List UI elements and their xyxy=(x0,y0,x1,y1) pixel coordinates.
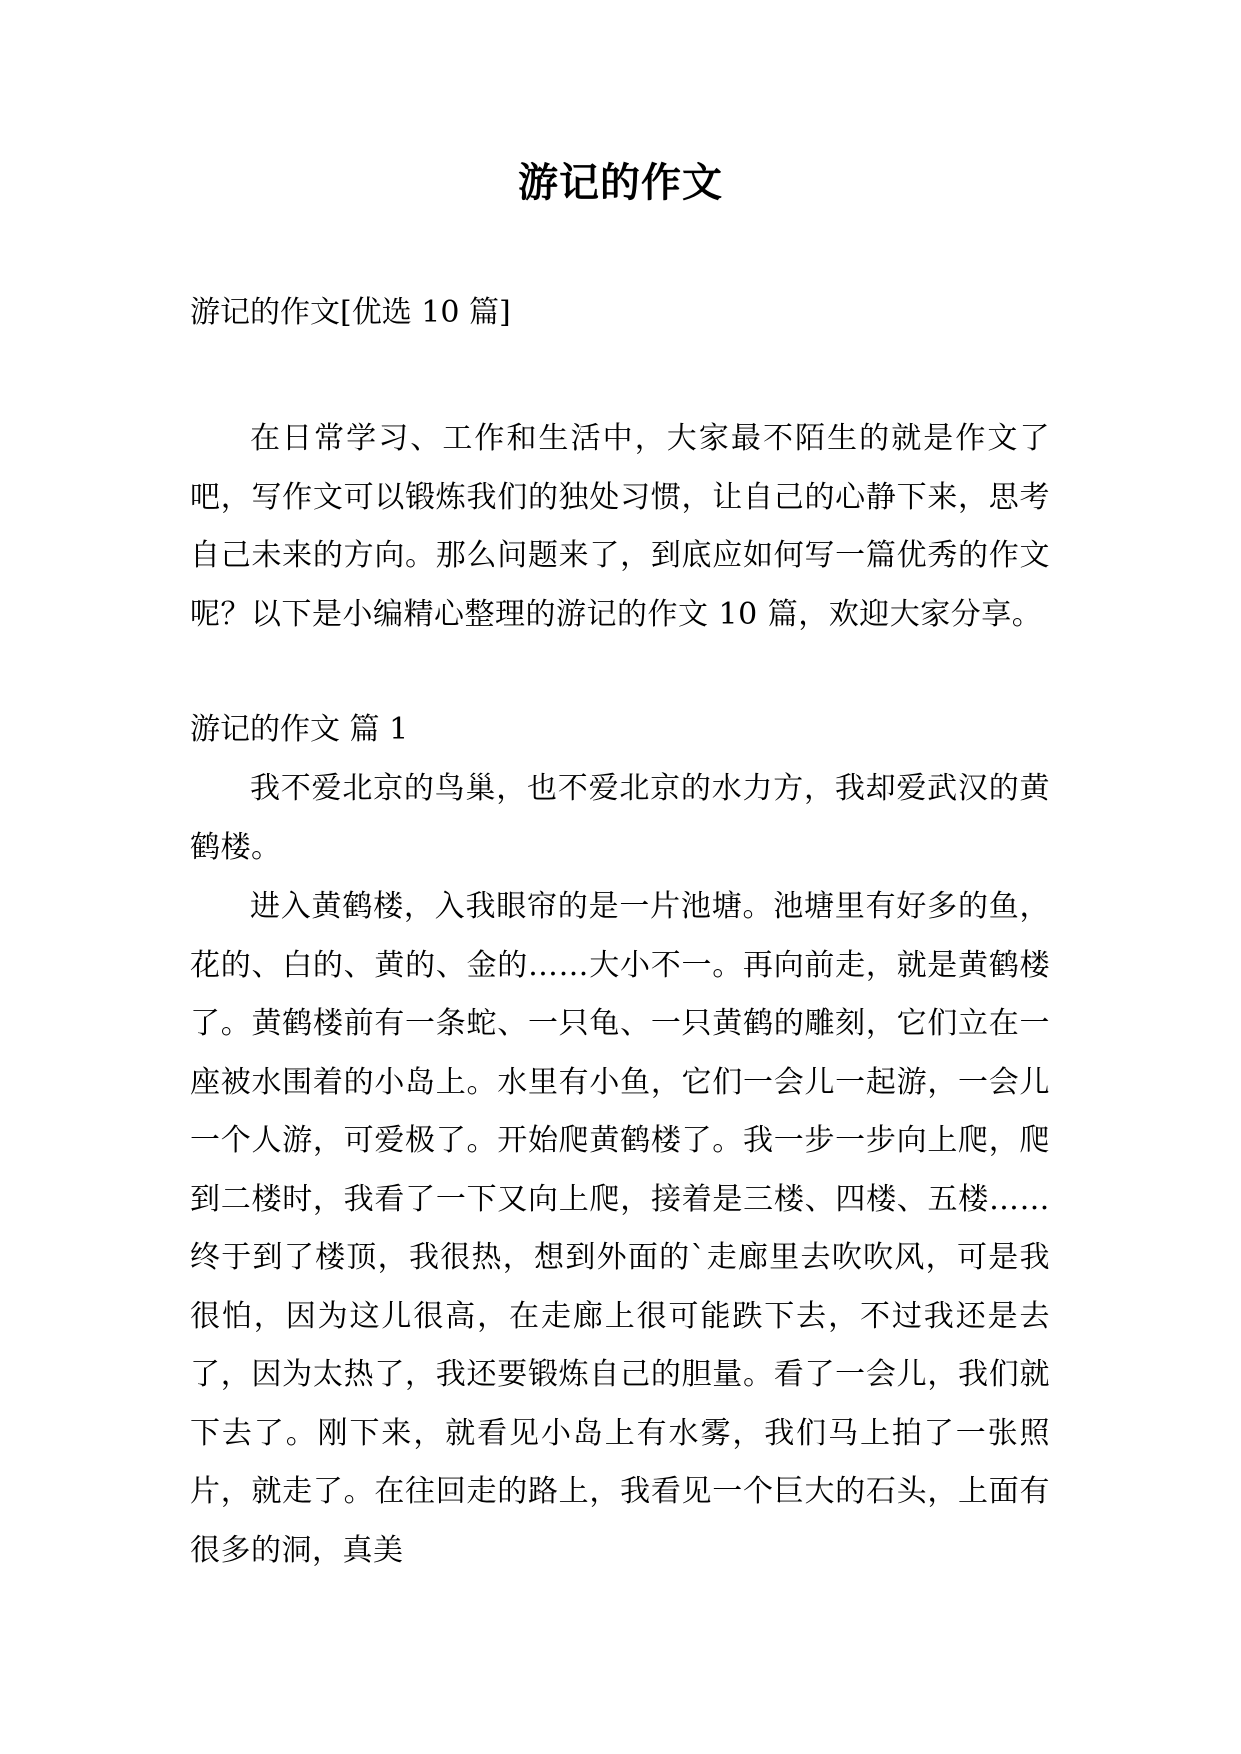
document-subtitle: 游记的作文[优选 10 篇] xyxy=(190,295,511,330)
document-title: 游记的作文 xyxy=(518,159,723,206)
intro-paragraph: 在日常学习、工作和生活中，大家最不陌生的就是作文了吧，写作文可以锻炼我们的独处习惯，让自己的心静下来，思考自己未来的方向。那么问题来了，到底应如何写一篇优秀的作文呢？以下是小编精心整理的游记的作文 10 篇，欢迎大家分享。 xyxy=(190,421,1050,632)
body-paragraph: 我不爱北京的鸟巢，也不爱北京的水力方，我却爱武汉的黄鹤楼。 xyxy=(190,771,1050,865)
section-heading: 游记的作文 篇 1 xyxy=(190,712,409,747)
body-paragraph: 进入黄鹤楼，入我眼帘的是一片池塘。池塘里有好多的鱼，花的、白的、黄的、金的……大小不一。再向前走，就是黄鹤楼了。黄鹤楼前有一条蛇、一只龟、一只黄鹤的雕刻，它们立在一座被水围着的小岛上。水里有小鱼，它们一会儿一起游，一会儿一个人游，可爱极了。开始爬黄鹤楼了。我一步一步向上爬，爬到二楼时，我看了一下又向上爬，接着是三楼、四楼、五楼……终于到了楼顶，我很热，想到外面的`走廊里去吹吹风，可是我很怕，因为这儿很高，在走廊上很可能跌下去，不过我还是去了，因为太热了，我还要锻炼自己的胆量。看了一会儿，我们就下去了。刚下来，就看见小岛上有水雾，我们马上拍了一张照片，就走了。在往回走的路上，我看见一个巨大的石头，上面有很多的洞，真美 xyxy=(190,889,1050,1568)
